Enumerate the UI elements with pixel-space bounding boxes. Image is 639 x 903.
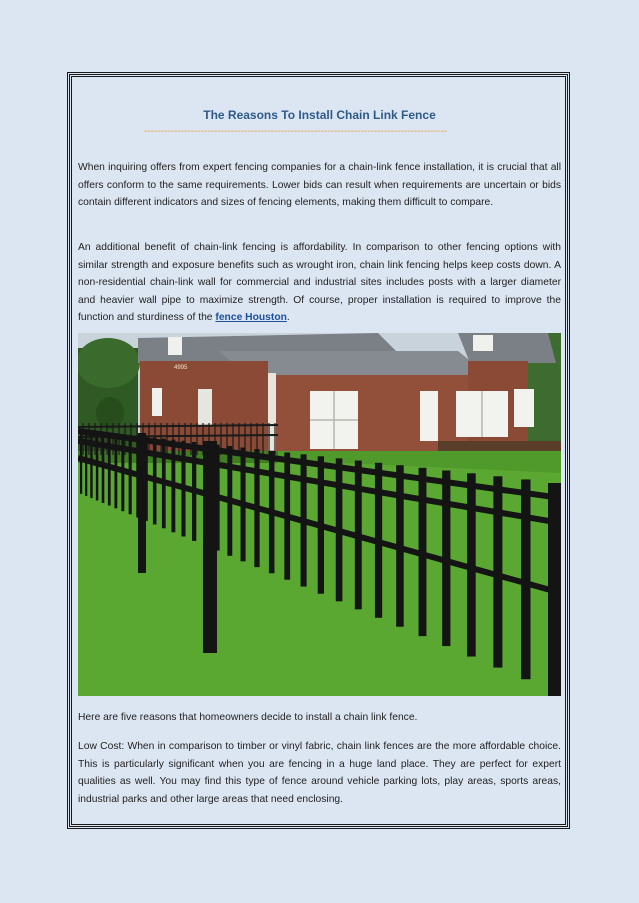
fence-picket	[85, 430, 87, 496]
fence-picket	[114, 433, 117, 508]
photo-window	[198, 389, 212, 425]
fence-houston-link[interactable]: fence Houston	[215, 312, 287, 324]
photo-window	[514, 389, 534, 427]
paragraph-2	[78, 239, 561, 327]
fence-picket	[80, 429, 82, 494]
fence-picket	[284, 452, 290, 579]
fence-picket	[269, 451, 275, 574]
fence-picket	[171, 440, 175, 533]
photo-window	[168, 337, 182, 355]
fence-picket	[521, 479, 530, 679]
fence-picket	[192, 442, 196, 541]
fence-picket	[375, 463, 382, 618]
photo-window	[420, 391, 438, 441]
fence-picket	[336, 458, 343, 601]
paragraph-3: Here are five reasons that homeowners decide to install a chain link fence.	[78, 712, 418, 723]
document-title: The Reasons To Install Chain Link Fence	[203, 108, 436, 122]
title-divider: -------------------------------------------------------------------------------------------	[144, 129, 448, 135]
fence-picket	[90, 430, 92, 498]
fence-post	[548, 483, 561, 696]
fence-picket	[162, 439, 166, 529]
fence-picket	[396, 465, 404, 626]
fence-picket	[121, 434, 124, 511]
fence-picket	[108, 432, 111, 505]
fence-post	[138, 433, 146, 573]
fence-picket	[181, 441, 185, 537]
fence-post	[203, 441, 217, 653]
fence-picket	[129, 435, 132, 515]
fence-picket	[419, 468, 427, 636]
house-number: 4995	[174, 365, 188, 371]
photo-window	[152, 388, 162, 416]
photo-tree-canopy	[78, 338, 140, 388]
paragraph-4: Low Cost: When in comparison to timber or vinyl fabric, chain link fences are the more affordable choice. This is particularly significant when you are fencing in a huge land place. They are perfect for expert qualities as well. You may find this type of fence around vehicle parking lots, play areas, sports areas, industrial parks and other large areas that need enclosing.	[78, 741, 561, 805]
photo-window	[473, 335, 493, 351]
paragraph-2-end: .	[286, 312, 290, 324]
paragraph-2-text: An additional benefit of chain-link fencing is affordability. In comparison to other fencing options with similar strength and exposure benefits such as wrought iron, chain link fencing helps keep costs down. A non-residential chain-link wall for commercial and industrial sites includes posts with a larger diameter and heavier wall pipe to maximize strength. Of course, proper installation is required to improve the function and sturdiness of the	[78, 242, 561, 324]
photo-bush	[96, 397, 124, 429]
fence-picket	[96, 431, 99, 500]
fence-picket	[254, 449, 259, 567]
fence-picket	[467, 473, 476, 656]
paragraph-1: When inquiring offers from expert fencing companies for a chain-link fence installation, it is crucial that all offers conform to the same requirements. Lower bids can result when requirements are uncertain or bids contain different indicators and sizes of fencing elements, making them difficult to compare.	[78, 162, 561, 209]
fence-picket	[102, 432, 105, 503]
fence-picket	[493, 476, 502, 667]
fence-picket	[442, 470, 450, 646]
fence-picket	[318, 456, 324, 593]
fence-picket	[227, 446, 232, 556]
fence-picket	[153, 438, 157, 525]
fence-picket	[355, 461, 362, 610]
photo-roof-right	[458, 333, 556, 363]
fence-picket	[301, 454, 307, 586]
fence-picket	[241, 448, 246, 562]
fence-photo	[78, 333, 561, 696]
